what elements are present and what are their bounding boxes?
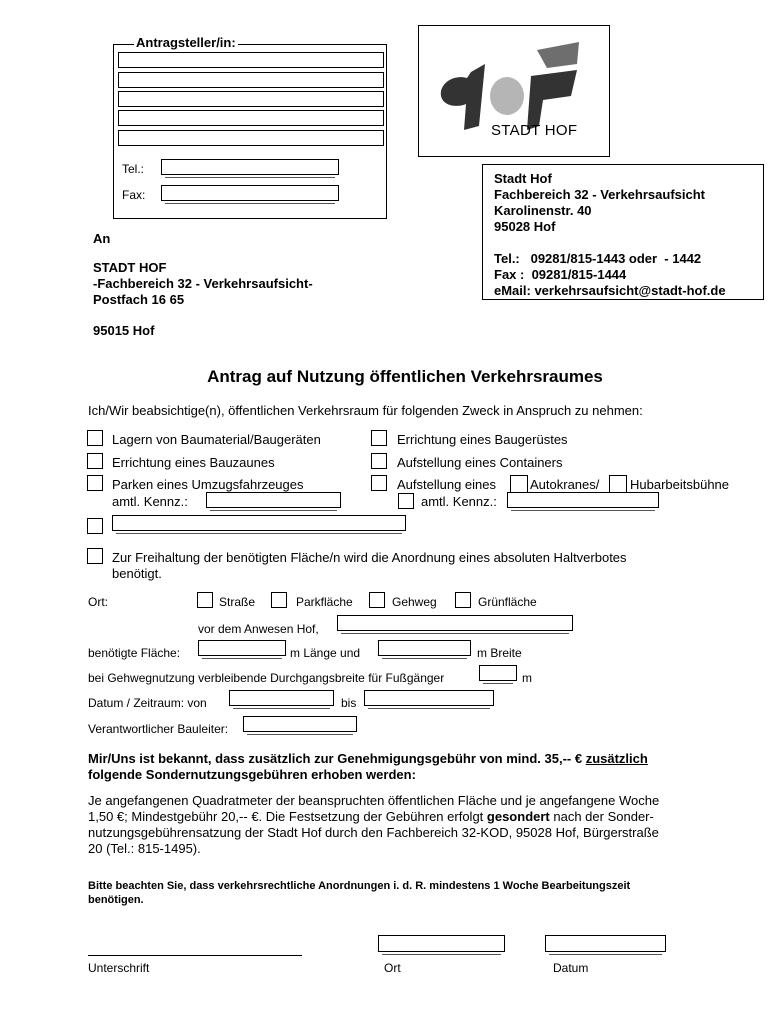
gruenflaeche-label: Grünfläche [478, 595, 537, 609]
other-purpose-checkbox[interactable] [87, 518, 103, 534]
anwesen-label: vor dem Anwesen Hof, [198, 622, 319, 636]
other-purpose-field[interactable] [112, 515, 406, 531]
container-label: Aufstellung eines Containers [397, 455, 563, 470]
gehweg-width-unit: m [522, 671, 532, 685]
tel-label: Tel.: [122, 162, 145, 176]
notice-text: Mir/Uns ist bekannt, dass zusätzlich zur Genehmigungsgebühr von mind. 35,-- € [88, 751, 583, 766]
umzug-label: Parken eines Umzugsfahrzeuges [112, 477, 304, 492]
sign-ort-label: Ort [384, 961, 401, 975]
kennz-left-field[interactable] [206, 492, 341, 508]
breite-field[interactable] [378, 640, 471, 656]
strasse-checkbox[interactable] [197, 592, 213, 608]
applicant-line5-field[interactable] [118, 130, 384, 146]
sender-fax: Fax : 09281/815-1444 [494, 267, 627, 282]
notice-line-1 [88, 751, 648, 766]
sender-tel: Tel.: 09281/815-1443 oder - 1442 [494, 251, 702, 266]
gehweg-label: Gehweg [392, 595, 437, 609]
applicant-line4-field[interactable] [118, 110, 384, 126]
parkflaeche-label: Parkfläche [296, 595, 353, 609]
recipient-line: -Fachbereich 32 - Verkehrsaufsicht- [93, 276, 313, 291]
lagern-checkbox[interactable] [87, 430, 103, 446]
bauzaun-checkbox[interactable] [87, 453, 103, 469]
datum-von-field[interactable] [229, 690, 334, 706]
breite-label: m Breite [477, 646, 522, 660]
hubarbeit-label: Hubarbeitsbühne [630, 477, 730, 492]
recipient-an: An [93, 231, 111, 246]
fee-text-part: 1,50 €; Mindestgebühr 20,-- €. Die Festsetzung der Gebühren erfolgt [88, 809, 484, 824]
hint-line-2: benötigen. [88, 894, 144, 906]
fee-line: nutzungsgebührensatzung der Stadt Hof durch den Fachbereich 32-KOD, 95028 Hof, Bürgerstraße [88, 825, 659, 840]
sign-ort-field[interactable] [378, 935, 505, 952]
autokrane-checkbox[interactable] [510, 475, 528, 493]
bauleiter-field[interactable] [243, 716, 357, 732]
halt-text-2: benötigt. [112, 566, 162, 581]
fee-line: 20 (Tel.: 815-1495). [88, 841, 201, 856]
logo-box [418, 25, 610, 157]
sign-datum-field[interactable] [545, 935, 666, 952]
geruest-checkbox[interactable] [371, 430, 387, 446]
fee-line: Je angefangenen Quadratmeter der beanspruchten öffentlichen Fläche und je angefangene Woche [88, 793, 660, 808]
applicant-heading: Antragsteller/in: [136, 35, 236, 50]
sender-line: Fachbereich 32 - Verkehrsaufsicht [494, 187, 705, 202]
kennz-left-label: amtl. Kennz.: [112, 494, 188, 509]
sender-line: Stadt Hof [494, 171, 552, 186]
gehweg-checkbox[interactable] [369, 592, 385, 608]
ort-label: Ort: [88, 595, 108, 609]
gehweg-width-label: bei Gehwegnutzung verbleibende Durchgangsbreite für Fußgänger [88, 671, 445, 685]
logo-caption: STADT HOF [491, 122, 578, 139]
datum-label: Datum / Zeitraum: von [88, 696, 207, 710]
geruest-label: Errichtung eines Baugerüstes [397, 432, 568, 447]
applicant-name-field[interactable] [118, 52, 384, 68]
anwesen-field[interactable] [337, 615, 573, 631]
halt-text-1: Zur Freihaltung der benötigten Fläche/n wird die Anordnung eines absoluten Haltverbotes [112, 550, 627, 565]
recipient-line: STADT HOF [93, 260, 167, 275]
umzug-checkbox[interactable] [87, 475, 103, 491]
sender-email: eMail: verkehrsaufsicht@stadt-hof.de [494, 283, 726, 298]
flaeche-label: benötigte Fläche: [88, 646, 181, 660]
strasse-label: Straße [219, 595, 256, 609]
aufstellung-checkbox[interactable] [371, 475, 387, 491]
applicant-line2-field[interactable] [118, 72, 384, 88]
lagern-label: Lagern von Baumaterial/Baugeräten [112, 432, 321, 447]
container-checkbox[interactable] [371, 453, 387, 469]
applicant-line3-field[interactable] [118, 91, 384, 107]
fee-emphasis: gesondert [486, 809, 550, 824]
fee-text-part: nach der Sonder- [553, 809, 654, 824]
notice-emphasis: zusätzlich [585, 751, 648, 766]
gruenflaeche-checkbox[interactable] [455, 592, 471, 608]
signature-line[interactable] [88, 955, 302, 956]
halt-checkbox[interactable] [87, 548, 103, 564]
hint-line-1: Bitte beachten Sie, dass verkehrsrechtliche Anordnungen i. d. R. mindestens 1 Woche Bearbeitungszeit [88, 880, 631, 892]
fax-label: Fax: [122, 188, 146, 202]
sender-line: Karolinenstr. 40 [494, 203, 592, 218]
recipient-block [93, 231, 313, 339]
form-title: Antrag auf Nutzung öffentlichen Verkehrsraumes [207, 367, 603, 386]
sign-datum-label: Datum [553, 961, 589, 975]
laenge-field[interactable] [198, 640, 286, 656]
bauzaun-label: Errichtung eines Bauzaunes [112, 455, 275, 470]
aufstellung-label: Aufstellung eines [397, 477, 497, 492]
recipient-line: Postfach 16 65 [93, 292, 185, 307]
recipient-city: 95015 Hof [93, 323, 155, 338]
unterschrift-label: Unterschrift [88, 961, 150, 975]
sender-line: 95028 Hof [494, 219, 556, 234]
gehweg-width-field[interactable] [479, 665, 517, 681]
tel-field[interactable] [161, 159, 339, 175]
kennz-right-label: amtl. Kennz.: [421, 494, 497, 509]
fee-text [88, 793, 738, 857]
datum-bis-field[interactable] [364, 690, 494, 706]
kennz-right-field[interactable] [507, 492, 659, 508]
notice-line-2: folgende Sondernutzungsgebühren erhoben werden: [88, 767, 416, 782]
parkflaeche-checkbox[interactable] [271, 592, 287, 608]
autokrane-label: Autokranes/ [530, 477, 600, 492]
kennz-right-checkbox[interactable] [398, 493, 414, 509]
sender-box [482, 164, 764, 300]
bis-label: bis [341, 696, 357, 710]
form-intro: Ich/Wir beabsichtige(n), öffentlichen Verkehrsraum für folgenden Zweck in Anspruch zu nehmen: [88, 403, 643, 418]
bauleiter-label: Verantwortlicher Bauleiter: [88, 722, 229, 736]
stadt-hof-logo [419, 34, 609, 134]
fee-line [88, 809, 738, 825]
hubarbeit-checkbox[interactable] [609, 475, 627, 493]
laenge-label: m Länge und [290, 646, 361, 660]
fax-field[interactable] [161, 185, 339, 201]
